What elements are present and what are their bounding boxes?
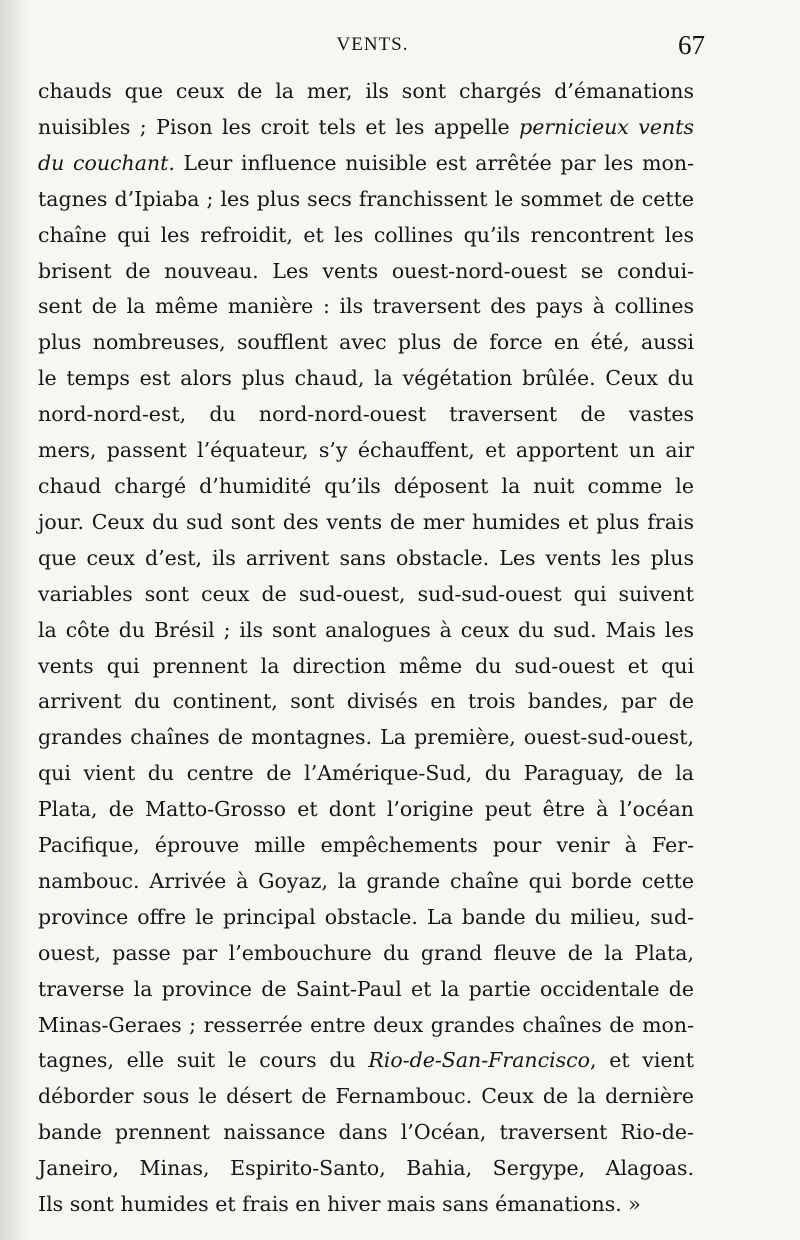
text-segment: mers, passent l’équateur, s’y échauffent, et apportent un air xyxy=(38,438,694,463)
text-line xyxy=(38,361,694,397)
text-line xyxy=(38,1008,694,1044)
text-segment: jour. Ceux du sud sont des vents de mer humides et plus frais xyxy=(38,509,694,534)
text-line xyxy=(38,146,694,182)
text-line xyxy=(38,74,694,110)
text-segment: Janeiro, Minas, Espirito-Santo, Bahia, Sergype, Alagoas. xyxy=(38,1156,694,1181)
text-segment: le temps est alors plus chaud, la végétation brûlée. Ceux du xyxy=(38,366,694,391)
text-line xyxy=(38,649,694,685)
running-title: VENTS. xyxy=(336,34,409,55)
text-segment: nord-nord-est, du nord-nord-ouest traversent de vastes xyxy=(38,402,694,427)
text-line xyxy=(38,972,694,1008)
body-text xyxy=(38,74,694,1223)
text-line xyxy=(38,110,694,146)
text-segment: nambouc. Arrivée à Goyaz, la grande chaîne qui borde cette xyxy=(38,868,694,893)
text-segment: tagnes d’Ipiaba ; les plus secs franchissent le sommet de cette xyxy=(38,186,694,211)
text-segment: vents qui prennent la direction même du sud-ouest et qui xyxy=(38,653,694,678)
text-segment: Plata, de Matto-Grosso et dont l’origine peut être à l’océan xyxy=(38,797,694,822)
text-line xyxy=(38,397,694,433)
text-line xyxy=(38,936,694,972)
text-segment: chauds que ceux de la mer, ils sont chargés d’émanations xyxy=(38,79,694,103)
text-line xyxy=(38,325,694,361)
text-line xyxy=(38,792,694,828)
text-segment: que ceux d’est, ils arrivent sans obstacle. Les vents les plus xyxy=(38,545,694,570)
text-line xyxy=(38,469,694,505)
text-line xyxy=(38,864,694,900)
text-segment: chaud chargé d’humidité qu’ils déposent la nuit comme le xyxy=(38,473,694,498)
text-line xyxy=(38,756,694,792)
text-segment: arrivent du continent, sont divisés en trois bandes, par de xyxy=(38,689,694,714)
text-segment: la côte du Brésil ; ils sont analogues à ceux du sud. Mais les xyxy=(38,617,694,642)
text-line xyxy=(38,1079,694,1115)
text-line xyxy=(38,1187,694,1223)
text-line xyxy=(38,433,694,469)
text-line xyxy=(38,577,694,613)
text-line xyxy=(38,505,694,541)
text-line xyxy=(38,613,694,649)
text-segment: chaîne qui les refroidit, et les collines qu’ils rencontrent les xyxy=(38,222,694,247)
text-line xyxy=(38,720,694,756)
text-line xyxy=(38,254,694,290)
text-line xyxy=(38,289,694,325)
text-segment: plus nombreuses, soufflent avec plus de force en été, aussi xyxy=(38,330,694,355)
text-segment: qui vient du centre de l’Amérique-Sud, du Paraguay, de la xyxy=(38,761,694,786)
text-segment: nuisibles ; Pison les croit tels et les appelle xyxy=(38,114,520,139)
text-segment: grandes chaînes de montagnes. La première, ouest-sud-ouest, xyxy=(38,725,694,750)
text-segment: Leur influence nuisible est arrêtée par les mon- xyxy=(174,150,695,175)
text-line xyxy=(38,1043,694,1079)
italic-text: pernicieux vents xyxy=(519,114,694,139)
text-line xyxy=(38,182,694,218)
text-line xyxy=(38,1115,694,1151)
text-line xyxy=(38,900,694,936)
text-segment: bande prennent naissance dans l’Océan, traversent Rio-de- xyxy=(38,1120,694,1145)
text-segment: sent de la même manière : ils traversent des pays à collines xyxy=(38,294,694,319)
text-segment: déborder sous le désert de Fernambouc. Ceux de la dernière xyxy=(38,1084,694,1109)
text-segment: , et vient xyxy=(590,1048,694,1073)
spine-shadow xyxy=(0,0,28,1240)
text-segment: traverse la province de Saint-Paul et la partie occidentale de xyxy=(38,976,694,1001)
text-segment: Minas-Geraes ; resserrée entre deux grandes chaînes de mon- xyxy=(38,1012,694,1037)
text-segment: province offre le principal obstacle. La bande du milieu, sud- xyxy=(38,904,694,929)
text-line xyxy=(38,218,694,254)
italic-text: du couchant. xyxy=(38,150,175,175)
text-segment: ouest, passe par l’embouchure du grand fleuve de la Plata, xyxy=(38,940,694,965)
page-header xyxy=(40,30,705,66)
text-segment: variables sont ceux de sud-ouest, sud-sud-ouest qui suivent xyxy=(38,581,694,606)
italic-text: Rio-de-San-Francisco xyxy=(368,1048,591,1073)
text-segment: Pacifique, éprouve mille empêchements pour venir à Fer- xyxy=(38,833,694,858)
text-segment: brisent de nouveau. Les vents ouest-nord-ouest se condui- xyxy=(38,258,694,283)
text-segment: tagnes, elle suit le cours du xyxy=(38,1048,369,1073)
text-line xyxy=(38,1151,694,1187)
text-segment: Ils sont humides et frais en hiver mais sans émanations. » xyxy=(38,1192,641,1217)
page-number: 67 xyxy=(678,30,705,60)
text-line xyxy=(38,828,694,864)
text-line xyxy=(38,684,694,720)
text-line xyxy=(38,541,694,577)
